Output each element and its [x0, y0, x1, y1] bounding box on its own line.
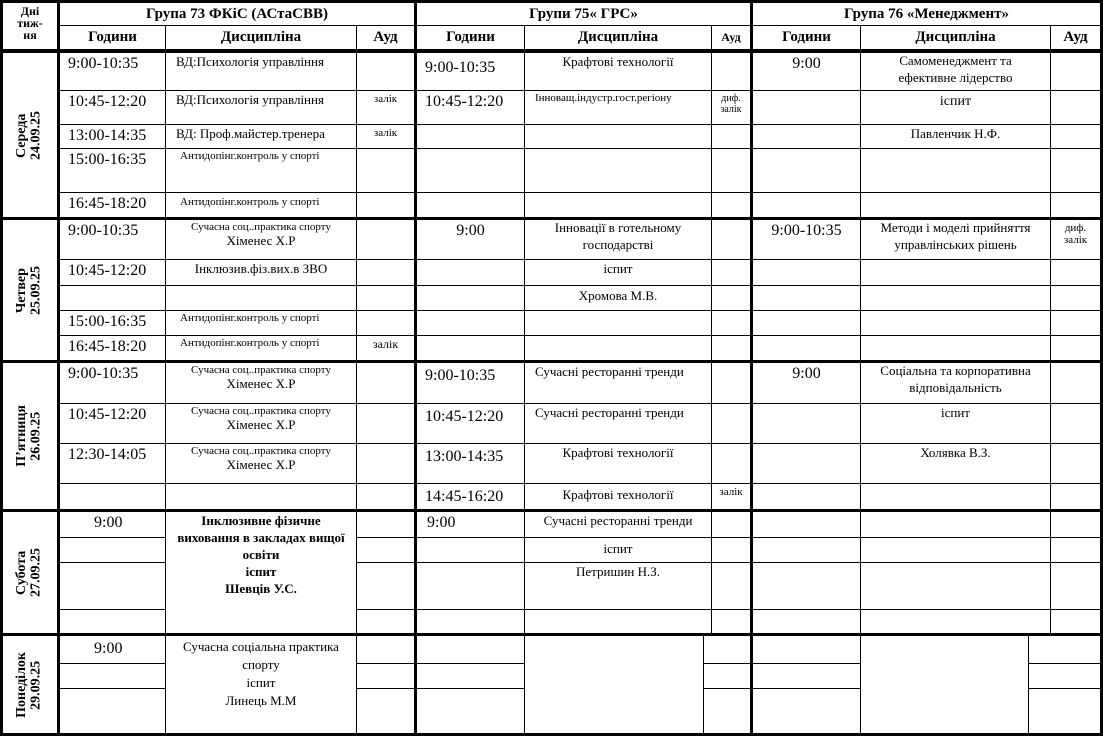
g75-sat-room-3: [712, 563, 753, 610]
g73-sat-time-3: [60, 563, 166, 610]
g75-sat-exam-label: іспит: [525, 538, 712, 563]
g76-thu-time-1: 9:00-10:35: [753, 220, 861, 260]
g76-wed-time-2: [753, 91, 861, 125]
g75-thu-time-1: 9:00: [417, 220, 525, 260]
g76-room-header: Ауд: [1051, 26, 1103, 50]
discipline-line: Сучасна соц..практика спорту: [191, 445, 331, 457]
g73-mon-time-2: [60, 664, 166, 689]
g76-thu-time-5: [753, 336, 861, 363]
g76-mon-room-1: [1029, 636, 1103, 664]
g75-fri-discipline-2: Сучасні ресторанні тренди: [525, 404, 712, 444]
g75-thu-room-3: [712, 286, 753, 311]
g75-wed-time-4: [417, 149, 525, 193]
g73-thu-room-1: [357, 220, 417, 260]
g75-fri-room-4: залік: [712, 484, 753, 512]
g73-wed-discipline-4: Антидопінг.контроль у спорті: [166, 149, 357, 193]
g75-fri-discipline-4: Крафтові технології: [525, 484, 712, 512]
g73-thu-room-3: [357, 286, 417, 311]
g76-sat-discipline-3: [861, 563, 1051, 610]
g73-thu-discipline-1: [166, 220, 357, 260]
discipline-line: Інклюзивне фізичне: [201, 513, 321, 528]
g75-wed-discipline-1: Крафтові технології: [525, 50, 712, 91]
teacher-line: Хіменес Х.Р: [226, 375, 296, 391]
g75-wed-discipline-5: [525, 193, 712, 220]
g75-wed-room-4: [712, 149, 753, 193]
g75-mon-time-3: [417, 689, 525, 736]
g75-mon-discipline-block: [525, 636, 704, 736]
g75-sat-room-1: [712, 512, 753, 538]
g75-thu-room-1: [712, 220, 753, 260]
g75-sat-discipline-4: [525, 610, 712, 636]
g75-hours-header: Години: [417, 26, 525, 50]
g75-sat-room-4: [712, 610, 753, 636]
g73-mon-room-3: [357, 689, 417, 736]
discipline-line: ефективне лідерство: [898, 69, 1013, 85]
g76-thu-room-2: [1051, 260, 1103, 286]
g73-wed-room-4: [357, 149, 417, 193]
g76-fri-time-1: 9:00: [753, 363, 861, 404]
g76-hours-header: Години: [753, 26, 861, 50]
g75-fri-room-2: [712, 404, 753, 444]
g75-thu-discipline-4: [525, 311, 712, 336]
g73-wed-discipline-1: ВД:Психологія управління: [166, 50, 357, 91]
g75-fri-discipline-3: Крафтові технології: [525, 444, 712, 484]
g73-sat-time-4: [60, 610, 166, 636]
g76-fri-time-2: [753, 404, 861, 444]
discipline-line: Сучасна соц..практика спорту: [191, 364, 331, 376]
g73-fri-room-4: [357, 484, 417, 512]
g75-fri-discipline-1: Сучасні ресторанні тренди: [525, 363, 712, 404]
g76-sat-room-4: [1051, 610, 1103, 636]
exam-label: іспит: [245, 563, 277, 579]
day-label-text: П’ятниця 26.09.25: [14, 405, 44, 467]
g73-mon-time-3: [60, 689, 166, 736]
g73-mon-room-1: [357, 636, 417, 664]
g76-discipline-header: Дисципліна: [861, 26, 1051, 50]
g75-thu-room-4: [712, 311, 753, 336]
g76-thu-discipline-4: [861, 311, 1051, 336]
g73-fri-time-3: 12:30-14:05: [60, 444, 166, 484]
g76-sat-discipline-1: [861, 512, 1051, 538]
g75-mon-room-3: [704, 689, 753, 736]
g73-sat-room-3: [357, 563, 417, 610]
discipline-line: Інновації в готельному: [554, 220, 682, 235]
g75-wed-room-2: диф. залік: [712, 91, 753, 125]
g75-thu-time-4: [417, 311, 525, 336]
g76-thu-room-4: [1051, 311, 1103, 336]
g76-thu-discipline-3: [861, 286, 1051, 311]
discipline-line: Соціальна та корпоративна: [880, 363, 1031, 378]
g73-sat-room-4: [357, 610, 417, 636]
g75-fri-time-1: 9:00-10:35: [417, 363, 525, 404]
g75-thu-time-3: [417, 286, 525, 311]
exam-label: іспит: [246, 674, 276, 690]
g73-wed-room-1: [357, 50, 417, 91]
g75-wed-discipline-3: [525, 125, 712, 149]
g73-thu-time-5: 16:45-18:20: [60, 336, 166, 363]
day-label-wednesday: [0, 50, 60, 220]
discipline-line: відповідальність: [909, 379, 1002, 395]
g76-fri-room-3: [1051, 444, 1103, 484]
day-label-text: Четвер 25.09.25: [14, 265, 44, 315]
g73-thu-discipline-4: Антидопінг.контроль у спорті: [166, 311, 357, 336]
g76-wed-room-2: [1051, 91, 1103, 125]
g73-thu-room-2: [357, 260, 417, 286]
g75-wed-time-2: 10:45-12:20: [417, 91, 525, 125]
g76-fri-discipline-1: [861, 363, 1051, 404]
g75-wed-room-3: [712, 125, 753, 149]
g73-thu-time-3: [60, 286, 166, 311]
teacher-line: Хіменес Х.Р: [226, 232, 296, 248]
g73-thu-discipline-2: Інклюзив.фіз.вих.в ЗВО: [166, 260, 357, 286]
g75-thu-discipline-5: [525, 336, 712, 363]
g73-fri-time-4: [60, 484, 166, 512]
g73-hours-header: Години: [60, 26, 166, 50]
g75-thu-discipline-1: [525, 220, 712, 260]
g73-fri-room-1: [357, 363, 417, 404]
g76-sat-time-1: [753, 512, 861, 538]
g73-thu-discipline-3: [166, 286, 357, 311]
g75-wed-room-5: [712, 193, 753, 220]
g73-wed-room-2: залік: [357, 91, 417, 125]
g73-sat-time-1: 9:00: [60, 512, 166, 538]
g73-fri-discipline-3: [166, 444, 357, 484]
discipline-line: управлінських рішень: [894, 236, 1017, 252]
g76-fri-discipline-4: [861, 484, 1051, 512]
day-label-friday: [0, 363, 60, 512]
g76-fri-room-4: [1051, 484, 1103, 512]
g76-wed-time-1: 9:00: [753, 50, 861, 91]
g76-thu-time-4: [753, 311, 861, 336]
g73-sat-time-2: [60, 538, 166, 563]
g73-wed-discipline-5: Антидопінг.контроль у спорті: [166, 193, 357, 220]
g75-mon-time-2: [417, 664, 525, 689]
g76-mon-time-2: [753, 664, 861, 689]
g76-mon-discipline-block: [861, 636, 1029, 736]
g75-thu-teacher: Хромова М.В.: [525, 286, 712, 311]
g73-mon-discipline-block: [166, 636, 357, 736]
g73-wed-time-3: 13:00-14:35: [60, 125, 166, 149]
g75-sat-discipline-1: Сучасні ресторанні тренди: [525, 512, 712, 538]
teacher-line: Хіменес Х.Р: [226, 416, 296, 432]
day-label-saturday: [0, 512, 60, 636]
g76-wed-time-4: [753, 149, 861, 193]
g76-wed-teacher: Павленчик Н.Ф.: [861, 125, 1051, 149]
g75-sat-room-2: [712, 538, 753, 563]
g73-wed-time-1: 9:00-10:35: [60, 50, 166, 91]
g75-thu-exam-label: іспит: [525, 260, 712, 286]
day-label-text: Середа 24.09.25: [14, 110, 44, 160]
g76-wed-time-5: [753, 193, 861, 220]
g73-wed-time-2: 10:45-12:20: [60, 91, 166, 125]
g76-thu-room-5: [1051, 336, 1103, 363]
day-label-thursday: [0, 220, 60, 363]
g73-thu-discipline-5: Антидопінг.контроль у спорті: [166, 336, 357, 363]
g75-wed-discipline-2: Інноващ.індустр.гост.регіону: [525, 91, 712, 125]
g75-fri-time-4: 14:45-16:20: [417, 484, 525, 512]
g75-sat-time-4: [417, 610, 525, 636]
g75-thu-room-2: [712, 260, 753, 286]
g73-fri-time-1: 9:00-10:35: [60, 363, 166, 404]
g73-thu-room-5: залік: [357, 336, 417, 363]
g76-thu-room-1: диф. залік: [1051, 220, 1103, 260]
day-label-monday: [0, 636, 60, 736]
g76-sat-room-3: [1051, 563, 1103, 610]
discipline-line: освіти: [242, 546, 280, 562]
g73-thu-time-2: 10:45-12:20: [60, 260, 166, 286]
g73-thu-time-4: 15:00-16:35: [60, 311, 166, 336]
g76-fri-time-3: [753, 444, 861, 484]
g73-mon-room-2: [357, 664, 417, 689]
teacher-line: Линець М.М: [225, 692, 297, 708]
g75-fri-time-2: 10:45-12:20: [417, 404, 525, 444]
discipline-line: Самоменеджмент та: [899, 53, 1012, 68]
g73-sat-room-1: [357, 512, 417, 538]
g76-sat-time-2: [753, 538, 861, 563]
g76-thu-time-2: [753, 260, 861, 286]
g76-sat-room-2: [1051, 538, 1103, 563]
g73-wed-time-5: 16:45-18:20: [60, 193, 166, 220]
g76-fri-exam-label: іспит: [861, 404, 1051, 444]
discipline-line: виховання в закладах вищої: [177, 529, 345, 545]
discipline-line: Сучасна соціальна практика: [183, 639, 339, 654]
g76-sat-time-4: [753, 610, 861, 636]
g76-mon-room-2: [1029, 664, 1103, 689]
discipline-line: господарстві: [582, 236, 654, 252]
teacher-line: Шевців У.С.: [225, 580, 297, 596]
g73-wed-time-4: 15:00-16:35: [60, 149, 166, 193]
g76-fri-teacher: Холявка В.З.: [861, 444, 1051, 484]
discipline-line: Сучасна соц..практика спорту: [191, 405, 331, 417]
g73-thu-time-1: 9:00-10:35: [60, 220, 166, 260]
g73-fri-discipline-4: [166, 484, 357, 512]
g73-thu-room-4: [357, 311, 417, 336]
g73-fri-room-2: [357, 404, 417, 444]
g76-thu-discipline-5: [861, 336, 1051, 363]
g76-wed-room-4: [1051, 149, 1103, 193]
g75-thu-room-5: [712, 336, 753, 363]
g76-mon-time-3: [753, 689, 861, 736]
day-label-text: Понеділок 29.09.25: [14, 651, 44, 718]
group-75-header: Групи 75« ГРС»: [417, 0, 753, 26]
g73-wed-discipline-2: ВД:Психологія управління: [166, 91, 357, 125]
g73-wed-room-5: [357, 193, 417, 220]
g76-wed-room-5: [1051, 193, 1103, 220]
discipline-line: Методи і моделі прийняття: [880, 220, 1031, 235]
g76-wed-exam-label: іспит: [861, 91, 1051, 125]
g76-sat-time-3: [753, 563, 861, 610]
g76-wed-time-3: [753, 125, 861, 149]
g76-sat-discipline-4: [861, 610, 1051, 636]
g75-mon-time-1: [417, 636, 525, 664]
g75-mon-room-1: [704, 636, 753, 664]
g75-fri-room-3: [712, 444, 753, 484]
g75-sat-teacher: Петришин Н.З.: [525, 563, 712, 610]
g75-thu-time-2: [417, 260, 525, 286]
g76-fri-room-2: [1051, 404, 1103, 444]
g73-room-header: Ауд: [357, 26, 417, 50]
g76-wed-discipline-4: [861, 149, 1051, 193]
g73-fri-time-2: 10:45-12:20: [60, 404, 166, 444]
g75-fri-room-1: [712, 363, 753, 404]
g76-fri-room-1: [1051, 363, 1103, 404]
g76-sat-room-1: [1051, 512, 1103, 538]
g76-wed-discipline-5: [861, 193, 1051, 220]
group-76-header: Група 76 «Менеджмент»: [753, 0, 1103, 26]
g76-thu-discipline-1: [861, 220, 1051, 260]
g73-mon-time-1: 9:00: [60, 636, 166, 664]
discipline-line: Сучасна соц..практика спорту: [191, 221, 331, 233]
group-73-header: Група 73 ФКіС (АСтаСВВ): [60, 0, 417, 26]
g76-thu-discipline-2: [861, 260, 1051, 286]
g73-fri-discipline-1: [166, 363, 357, 404]
g76-mon-room-3: [1029, 689, 1103, 736]
g75-discipline-header: Дисципліна: [525, 26, 712, 50]
g73-wed-discipline-3: ВД: Проф.майстер.тренера: [166, 125, 357, 149]
g73-sat-room-2: [357, 538, 417, 563]
g73-sat-discipline-block: [166, 512, 357, 636]
teacher-line: Хіменес Х.Р: [226, 456, 296, 472]
g75-room-header: Ауд: [712, 26, 753, 50]
g75-wed-room-1: [712, 50, 753, 91]
g76-thu-time-3: [753, 286, 861, 311]
g75-wed-time-3: [417, 125, 525, 149]
g76-wed-discipline-1: [861, 50, 1051, 91]
g76-sat-discipline-2: [861, 538, 1051, 563]
g75-sat-time-2: [417, 538, 525, 563]
g75-sat-time-1: 9:00: [417, 512, 525, 538]
g76-wed-room-1: [1051, 50, 1103, 91]
g76-mon-time-1: [753, 636, 861, 664]
g75-wed-time-1: 9:00-10:35: [417, 50, 525, 91]
discipline-line: спорту: [242, 656, 280, 672]
g76-fri-time-4: [753, 484, 861, 512]
day-label-text: Субота 27.09.25: [14, 548, 44, 597]
day-column-header: Дні тиж- ня: [0, 0, 60, 50]
g73-fri-room-3: [357, 444, 417, 484]
g73-discipline-header: Дисципліна: [166, 26, 357, 50]
g76-wed-room-3: [1051, 125, 1103, 149]
g73-fri-discipline-2: [166, 404, 357, 444]
g76-thu-room-3: [1051, 286, 1103, 311]
g75-wed-time-5: [417, 193, 525, 220]
g75-thu-time-5: [417, 336, 525, 363]
g75-wed-discipline-4: [525, 149, 712, 193]
g75-sat-time-3: [417, 563, 525, 610]
g75-mon-room-2: [704, 664, 753, 689]
g73-wed-room-3: залік: [357, 125, 417, 149]
g75-fri-time-3: 13:00-14:35: [417, 444, 525, 484]
